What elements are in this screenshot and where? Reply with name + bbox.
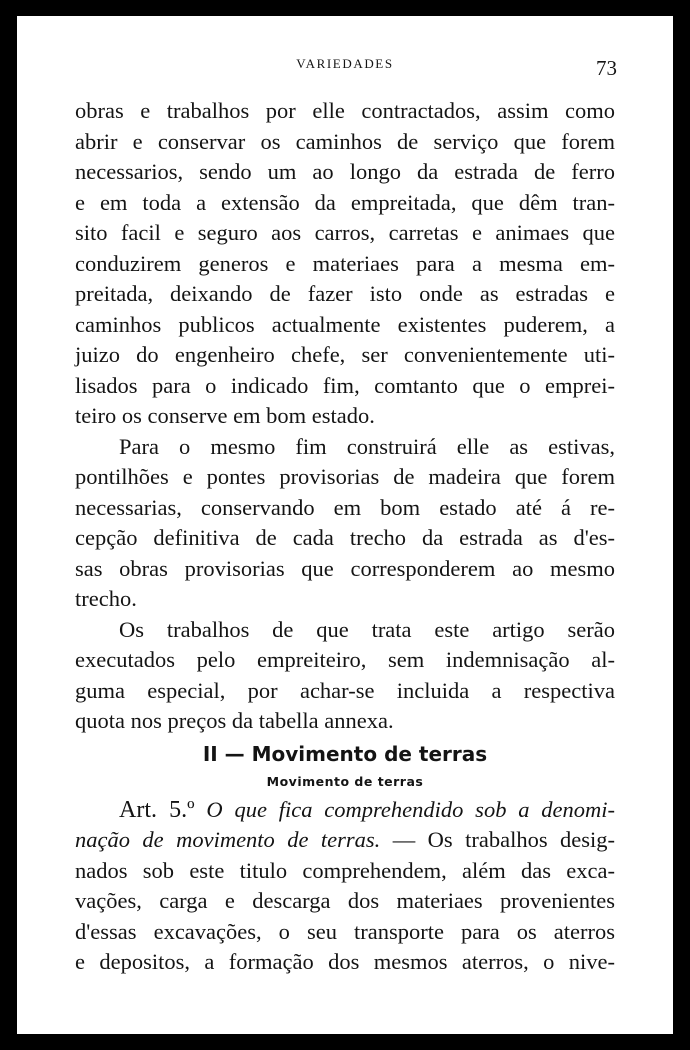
text-line: lisados para o indicado fim, comtanto que o emprei- <box>75 372 615 398</box>
text-line: pontilhões e pontes provisorias de madeira que forem <box>75 464 615 489</box>
paragraph-1 <box>75 96 615 432</box>
em-dash: — <box>392 827 416 852</box>
text-line: necessarias, conservando em bom estado até á re- <box>75 494 615 520</box>
text-line: necessarios, sendo um ao longo da estrada de ferro <box>75 159 615 184</box>
text-line: executados pelo empreiteiro, sem indemnisação al- <box>75 647 615 672</box>
text-line: teiro os conserve em bom estado. <box>75 403 375 428</box>
text-line: trecho. <box>75 586 137 611</box>
text-line <box>75 795 615 826</box>
text-line: juizo do engenheiro chefe, ser convenientemente uti- <box>75 342 615 367</box>
page-header <box>17 56 673 80</box>
book-page <box>17 16 673 1034</box>
text-line <box>75 825 615 856</box>
text-line: sas obras provisorias que corresponderem ao mesmo <box>75 555 615 581</box>
text-line: quota nos preços da tabella annexa. <box>75 708 394 733</box>
text-line: e depositos, a formação dos mesmos aterros, o nive- <box>75 949 615 974</box>
article-5 <box>75 795 615 978</box>
text-line: sito facil e seguro aos carros, carretas e animaes que <box>75 220 615 245</box>
text-line: nados sob este titulo comprehendem, além das exca- <box>75 857 615 883</box>
page-body <box>75 96 615 978</box>
text-line: conduzirem generos e materiaes para a mesma em- <box>75 250 615 276</box>
text-line: preitada, deixando de fazer isto onde as estradas e <box>75 281 615 306</box>
text-line: abrir e conservar os caminhos de serviço que forem <box>75 128 615 154</box>
text-line: caminhos publicos actualmente existentes puderem, a <box>75 311 615 337</box>
page-number: 73 <box>596 56 617 80</box>
text-line: obras e trabalhos por elle contractados, assim como <box>75 98 615 123</box>
paragraph-2 <box>75 432 615 615</box>
subsection-title: Movimento de terras <box>266 773 424 789</box>
section-title: II — Movimento de terras <box>202 741 488 766</box>
article-text: Os trabalhos desig- <box>427 827 616 852</box>
running-title: VARIEDADES <box>296 56 394 71</box>
article-number: Art. 5.º <box>119 796 195 823</box>
paragraph-3 <box>75 615 615 737</box>
text-line: e em toda a extensão da empreitada, que dêm tran- <box>75 189 615 215</box>
article-heading: nação de movimento de terras. <box>75 827 381 852</box>
article-heading: O que fica comprehendido sob a denomi- <box>206 796 616 822</box>
text-line: cepção definitiva de cada trecho da estrada as d'es- <box>75 525 615 550</box>
text-line: Os trabalhos de que trata este artigo serão <box>119 616 615 642</box>
text-line: d'essas excavações, o seu transporte para os aterros <box>75 918 615 944</box>
text-line: vações, carga e descarga dos materiaes provenientes <box>75 888 615 913</box>
text-line: Para o mesmo fim construirá elle as estivas, <box>119 433 615 459</box>
text-line: guma especial, por achar-se incluida a respectiva <box>75 677 615 703</box>
